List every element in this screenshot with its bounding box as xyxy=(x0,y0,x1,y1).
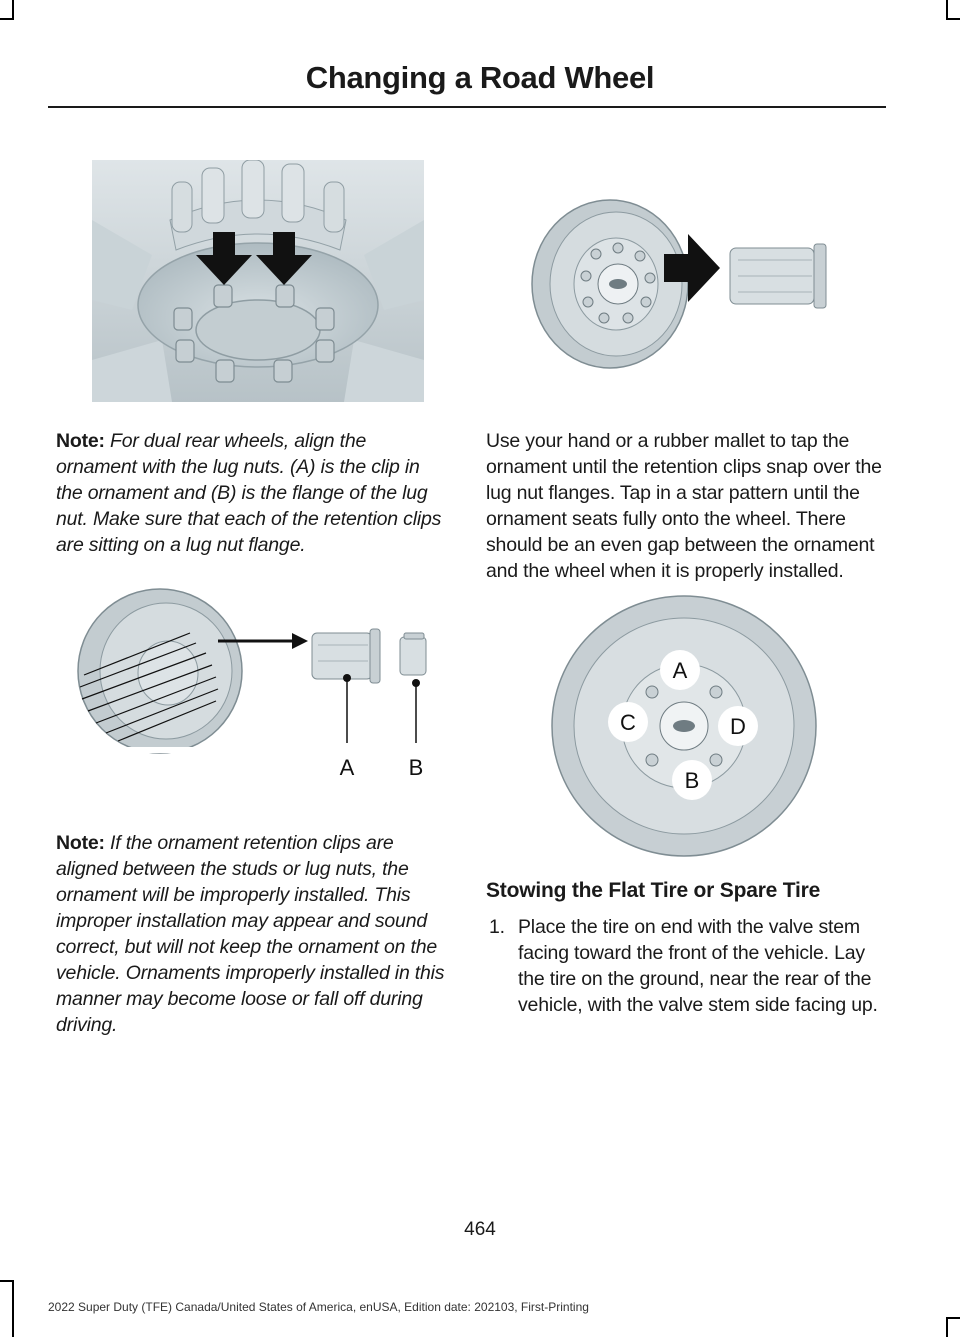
page-title: Changing a Road Wheel xyxy=(305,60,655,95)
callout-a: A xyxy=(339,755,355,780)
crop-mark xyxy=(946,0,948,20)
crop-mark xyxy=(0,18,14,20)
section-heading: Stowing the Flat Tire or Spare Tire xyxy=(486,879,821,902)
footer: 2022 Super Duty (TFE) Canada/United States of America, enUSA, Edition date: 202103, First-Printing xyxy=(48,1300,589,1314)
callout-b: B xyxy=(408,755,424,780)
crop-mark xyxy=(946,1317,960,1319)
callout-d: D xyxy=(730,714,746,739)
note-text: If the ornament retention clips are aligned between the studs or lug nuts, the ornament will be improperly installed. This improper installation may appear and sound correct, but will not keep the ornament on the vehicle. Ornaments improperly installed in this manner may become loose or fall off during driving. xyxy=(56,832,445,1036)
note-label: Note: xyxy=(56,430,105,452)
callout-b: B xyxy=(684,768,700,793)
callout-c: C xyxy=(620,710,636,735)
tap-instructions: Use your hand or a rubber mallet to tap the ornament until the retention clips snap over the lug nut flanges. Tap in a star pattern until the ornament seats fully onto the wheel. There should be an even gap between the ornament and the wheel when it is properly installed. xyxy=(486,430,882,582)
crop-mark xyxy=(946,18,960,20)
note-dual-rear-wheels xyxy=(56,428,448,558)
page-number: 464 xyxy=(464,1219,496,1240)
step-number: 1. xyxy=(489,916,505,938)
note-label: Note: xyxy=(56,832,105,854)
crop-mark xyxy=(12,0,14,20)
note-text: For dual rear wheels, align the ornament with the lug nuts. (A) is the clip in the ornament and (B) is the flange of the lug nut. Make sure that each of the retention clips are sitting on a lug nut flange. xyxy=(56,430,442,556)
ornament-install-figure xyxy=(528,196,832,386)
crop-mark xyxy=(946,1317,948,1337)
ornament-icon xyxy=(730,244,826,308)
callout-a: A xyxy=(672,658,688,683)
lug-nut-flange-icon xyxy=(400,633,426,675)
crop-mark xyxy=(12,1280,14,1337)
lug-nut-closeup-figure xyxy=(92,160,424,402)
clip-flange-figure xyxy=(70,583,440,783)
header-divider xyxy=(48,106,886,108)
crop-mark xyxy=(0,1280,14,1282)
star-pattern-figure xyxy=(544,592,824,860)
note-improper-installation xyxy=(56,830,448,1038)
list-item xyxy=(489,914,885,1018)
step-text: Place the tire on end with the valve stem facing toward the front of the vehicle. Lay the tire on the ground, near the rear of the vehicle, with the valve stem side facing up. xyxy=(518,916,878,1016)
